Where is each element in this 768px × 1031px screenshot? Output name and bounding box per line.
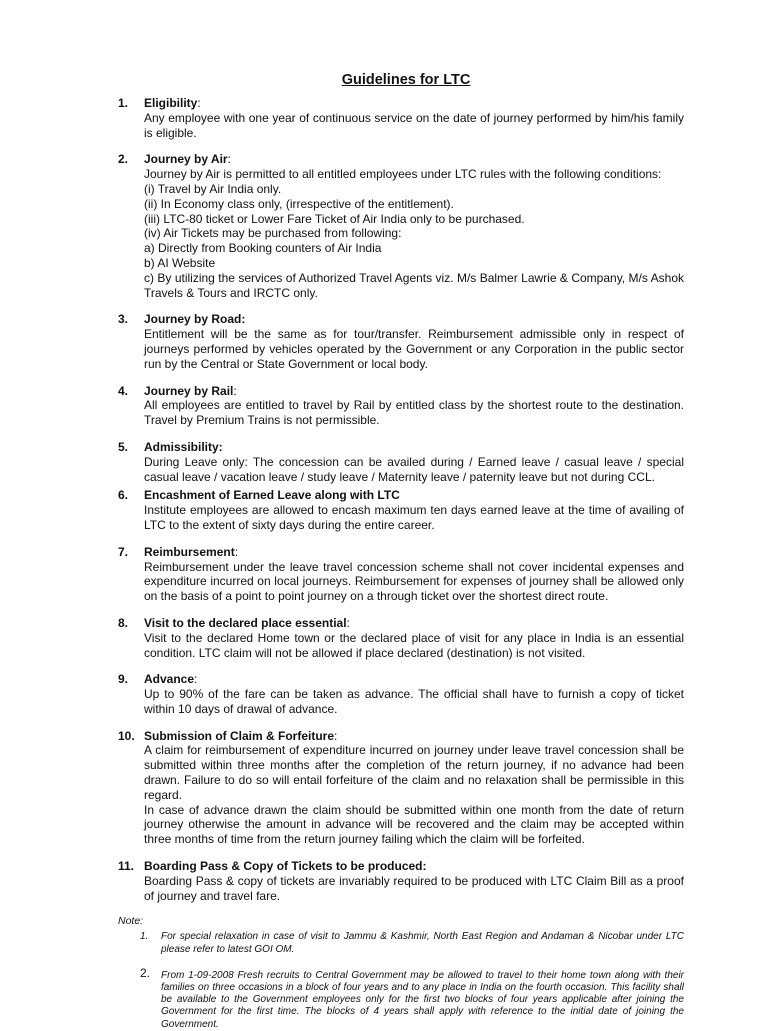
note-text: From 1-09-2008 Fresh recruits to Central Government may be allowed to travel to their home town along with their families on three occasions in a block of four years and to any place in India on the fourth occasion. This facility shall be available to the Government employees only for the first two blocks of four years applicable after joining the Government for the first time. The blocks of 4 years shall apply with reference to the initial date of joining the Government. [161,969,684,1030]
note-list [118,931,684,1030]
guideline-number: 11. [118,859,135,874]
guideline-text: During Leave only: The concession can be availed during / Earned leave / casual leave / special casual leave / vacation leave / study leave / Maternity leave / paternity leave but not during CCL. [144,454,684,484]
guideline-heading: Submission of Claim & Forfeiture [144,728,335,743]
guideline-heading: Encashment of Earned Leave along with LTC [144,488,400,503]
guideline-text: (iv) Air Tickets may be purchased from following: [144,226,402,241]
guideline-text: (i) Travel by Air India only. [144,181,282,196]
guideline-text: (iii) LTC-80 ticket or Lower Fare Ticket of Air India only to be purchased. [144,211,525,226]
guideline-item [118,545,684,604]
guideline-text: Boarding Pass & copy of tickets are invariably required to be produced with LTC Claim Bill as a proof of journey and travel fare. [144,873,684,903]
guideline-heading: Journey by Rail [144,383,234,398]
guideline-text: c) By utilizing the services of Authorized Travel Agents viz. M/s Balmer Lawrie & Company, M/s Ashok Travels & Tours and IRCTC only. [144,270,684,300]
guideline-number: 3. [118,312,129,327]
guideline-heading-line [144,96,684,111]
guideline-heading-separator: : [234,544,239,559]
guideline-number: 9. [118,672,129,687]
guideline-text: Visit to the declared Home town or the declared place of visit for any place in India is an essential condition. LTC claim will not be allowed if place declared (destination) is not visited. [144,630,684,660]
guideline-text: (ii) In Economy class only, (irrespective of the entitlement). [144,196,454,211]
guideline-item [118,312,684,371]
guideline-text: Institute employees are allowed to encash maximum ten days earned leave at the time of availing of LTC to the extent of sixty days during the entire career. [144,503,684,532]
guideline-text: Any employee with one year of continuous service on the date of journey performed by him/his family is eligible. [144,110,684,140]
guideline-heading-line [144,859,684,874]
guideline-heading-line [144,384,684,399]
page-title: Guidelines for LTC [341,72,471,88]
guideline-text: b) AI Website [144,255,216,270]
guideline-item [118,440,684,484]
guideline-text: Entitlement will be the same as for tour/transfer. Reimbursement admissible only in respect of journeys performed by vehicles operated by the Government or any Corporation in the public sector run by the Central or State Government or local body. [144,327,684,371]
guideline-heading-separator: : [194,672,198,687]
guideline-heading-line [144,729,684,744]
note-number: 1. [140,931,149,943]
guideline-item [118,616,684,660]
note-item [118,931,684,955]
note-item [118,965,684,1031]
guideline-heading: Advance [144,672,195,687]
guideline-item [118,859,684,903]
guideline-heading: Admissibility: [144,439,223,454]
guideline-text: Journey by Air is permitted to all entitled employees under LTC rules with the following conditions: [144,167,662,182]
guideline-heading-line [144,672,684,687]
guideline-text: Reimbursement under the leave travel concession scheme shall not cover incidental expenses and expenditure incurred on local journeys. Reimbursement for expenses of journey shall be allowed only on the basis of a point to point journey on a through ticket over the shortest direct route. [144,559,684,604]
guideline-item [118,152,684,300]
guideline-text: a) Directly from Booking counters of Air India [144,241,382,256]
guideline-heading: Reimbursement [144,544,235,559]
guideline-text: A claim for reimbursement of expenditure incurred on journey under leave travel concession shall be submitted within three months after the completion of the return journey, if no advance had been drawn. Failure to do so will entail forfeiture of the claim and no relaxation shall be permissible in this regard. [144,743,684,802]
guideline-heading-separator: : [346,615,350,630]
guideline-heading: Journey by Road: [144,312,246,327]
guideline-heading-line [144,312,684,327]
guideline-heading-line [144,440,684,455]
guideline-heading-separator: : [334,728,338,743]
guideline-heading: Journey by Air [144,152,228,167]
note-text: For special relaxation in case of visit to Jammu & Kashmir, North East Region and Andaman & Nicobar under LTC please refer to latest GOI OM. [161,931,684,955]
guideline-text: All employees are entitled to travel by Rail by entitled class by the shortest route to the destination. Travel by Premium Trains is not permissible. [144,398,684,428]
guideline-heading-line [144,545,684,560]
guideline-number: 1. [118,96,129,110]
guideline-item [118,729,684,847]
guideline-heading-line [144,616,684,631]
guideline-heading: Boarding Pass & Copy of Tickets to be produced: [144,859,427,874]
guideline-heading-separator: : [227,152,231,167]
note-number: 2. [140,965,151,980]
guideline-item [118,672,684,716]
guideline-item [118,488,684,532]
guideline-heading-separator: : [197,96,201,110]
guideline-heading: Eligibility [144,96,198,110]
guideline-heading-line [144,152,684,167]
note-label: Note: [118,915,144,928]
guideline-heading-line [144,488,684,503]
guideline-number: 5. [118,439,129,454]
guideline-heading: Visit to the declared place essential [144,615,347,630]
guideline-item [118,96,684,140]
guideline-number: 10. [118,728,135,743]
guideline-text: In case of advance drawn the claim should be submitted within one month from the date of return journey otherwise the amount in advance will be recovered and the claim may be accepted within three months of time from the return journey failing which the claim will be forfeited. [144,802,684,847]
guideline-number: 2. [118,152,129,167]
guideline-text: Up to 90% of the fare can be taken as advance. The official shall have to furnish a copy of ticket within 10 days of drawal of advance. [144,687,684,716]
guideline-number: 7. [118,544,129,559]
guideline-item [118,384,684,428]
guideline-list [118,96,684,903]
guideline-number: 4. [118,383,129,398]
guideline-number: 6. [118,488,129,503]
guideline-heading-separator: : [233,383,237,398]
guideline-number: 8. [118,615,129,630]
